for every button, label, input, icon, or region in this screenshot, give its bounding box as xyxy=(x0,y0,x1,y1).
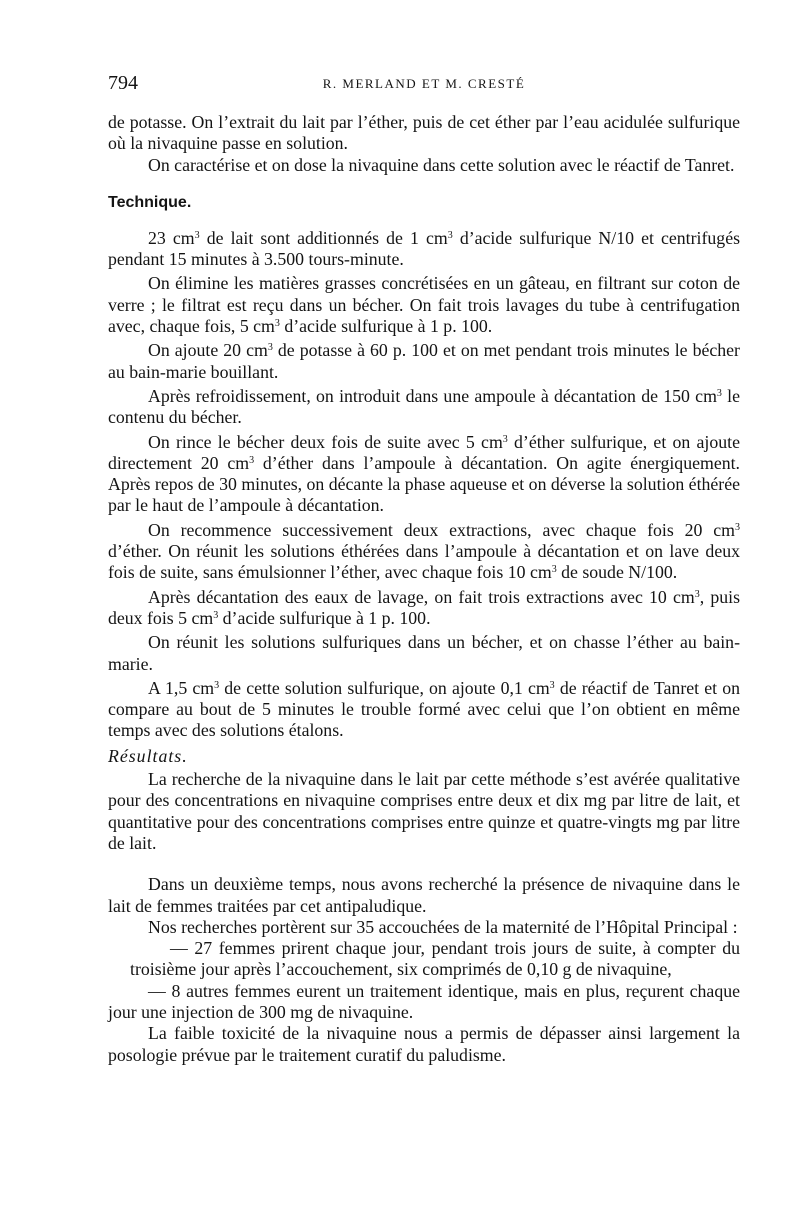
text-run: 23 cm xyxy=(148,227,195,248)
text-run: d’éther sulfurique, et on ajoute directement 20 cm xyxy=(108,431,740,473)
paragraph: On réunit les solutions sulfuriques dans un bécher, et on chasse l’éther au bain-marie. xyxy=(108,632,740,674)
paragraph xyxy=(108,340,740,383)
paragraph xyxy=(108,587,740,630)
paragraph: Dans un deuxième temps, nous avons recherché la présence de nivaquine dans le lait de femmes traitées par cet antipaludique. xyxy=(108,874,740,916)
superscript: 3 xyxy=(694,588,700,600)
text-run: le contenu du bécher. xyxy=(108,385,740,428)
page-number: 794 xyxy=(108,72,138,94)
text-run: de réactif de Tanret et on compare au bout de 5 minutes le trouble formé avec celui que l’on obtient en même temps avec des solutions étalons. xyxy=(108,677,740,741)
superscript: 3 xyxy=(551,564,557,576)
superscript: 3 xyxy=(549,679,555,691)
text-run: d’éther dans l’ampoule à décantation. On agite énergiquement. Après repos de 30 minutes, on décante la phase aqueuse et on déverse la solution éthérée par le haut de l’ampoule à décantation. xyxy=(108,452,740,516)
list-item: — 8 autres femmes eurent un traitement identique, mais en plus, reçurent chaque jour une injection de 300 mg de nivaquine. xyxy=(108,980,740,1022)
paragraph xyxy=(108,678,740,742)
paragraph: La recherche de la nivaquine dans le lait par cette méthode s’est avérée qualitative pour des concentrations en nivaquine comprises entre deux et dix mg par litre de lait, et quantitative pour des concentrations comprises entre quinze et quatre-vingts mg par litre de lait. xyxy=(108,769,740,853)
text-run: d’éther. On réunit les solutions éthérées dans l’ampoule à décantation et on lave deux fois de suite, sans émulsionner l’éther, avec chaque fois 10 cm xyxy=(108,541,740,583)
paragraph xyxy=(108,228,740,271)
text-run: On rince le bécher deux fois de suite avec 5 cm xyxy=(148,431,503,452)
paragraph xyxy=(108,386,740,429)
paragraph xyxy=(108,432,740,517)
superscript: 3 xyxy=(716,387,722,399)
body-text xyxy=(108,112,740,1066)
superscript: 3 xyxy=(274,318,280,330)
superscript: 3 xyxy=(267,342,273,354)
paragraph: Nos recherches portèrent sur 35 accouchées de la maternité de l’Hôpital Principal : xyxy=(148,916,738,937)
text-run: , puis deux fois 5 cm xyxy=(108,586,740,628)
text-run: d’acide sulfurique à 1 p. 100. xyxy=(279,316,493,337)
text-run: Après refroidissement, on introduit dans une ampoule à décantation de 150 cm xyxy=(148,385,717,406)
text-run: d’acide sulfurique N/10 et centrifugés pendant 15 minutes à 3.500 tours-minute. xyxy=(108,227,741,270)
text-run: A 1,5 cm xyxy=(148,677,215,698)
page-header xyxy=(108,72,740,96)
paragraph: de potasse. On l’extrait du lait par l’éther, puis de cet éther par l’eau acidulée sulfurique où la nivaquine passe en solution. xyxy=(108,112,740,154)
text-run: de lait sont additionnés de 1 cm xyxy=(199,227,448,248)
text-run: de cette solution sulfurique, on ajoute 0,1 cm xyxy=(219,677,550,698)
paragraph xyxy=(108,273,740,337)
superscript: 3 xyxy=(249,454,255,466)
superscript: 3 xyxy=(194,229,200,241)
list-item: — 27 femmes prirent chaque jour, pendant trois jours de suite, à compter du troisième jour après l’accouchement, six comprimés de 0,10 g de nivaquine, xyxy=(130,938,740,980)
superscript: 3 xyxy=(214,679,220,691)
text-run: On élimine les matières grasses concrétisées en un gâteau, en filtrant sur coton de verre ; le filtrat est reçu dans un bécher. On fait trois lavages du tube à centrifugation avec, chaque fois, 5 cm xyxy=(108,273,740,337)
text-run: de soude N/100. xyxy=(556,562,678,583)
text-run: Après décantation des eaux de lavage, on fait trois extractions avec 10 cm xyxy=(148,586,695,607)
superscript: 3 xyxy=(213,609,219,621)
paragraph: On caractérise et on dose la nivaquine dans cette solution avec le réactif de Tanret. xyxy=(148,154,735,175)
text-run: On recommence successivement deux extractions, avec chaque fois 20 cm xyxy=(148,519,735,540)
text-run: On ajoute 20 cm xyxy=(148,340,268,361)
superscript: 3 xyxy=(502,433,508,445)
superscript: 3 xyxy=(447,229,453,241)
section-heading-technique: Technique. xyxy=(108,193,192,211)
text-run: d’acide sulfurique à 1 p. 100. xyxy=(218,607,431,628)
running-head: R. MERLAND ET M. CRESTÉ xyxy=(322,76,526,91)
paragraph: La faible toxicité de la nivaquine nous a permis de dépasser ainsi largement la posologie prévue par le traitement curatif du paludisme. xyxy=(108,1023,740,1065)
superscript: 3 xyxy=(735,521,740,533)
section-heading-results: Résultats. xyxy=(108,745,188,766)
paragraph xyxy=(108,520,740,584)
text-run: de potasse à 60 p. 100 et on met pendant trois minutes le bécher au bain-marie bouillant. xyxy=(108,340,740,382)
